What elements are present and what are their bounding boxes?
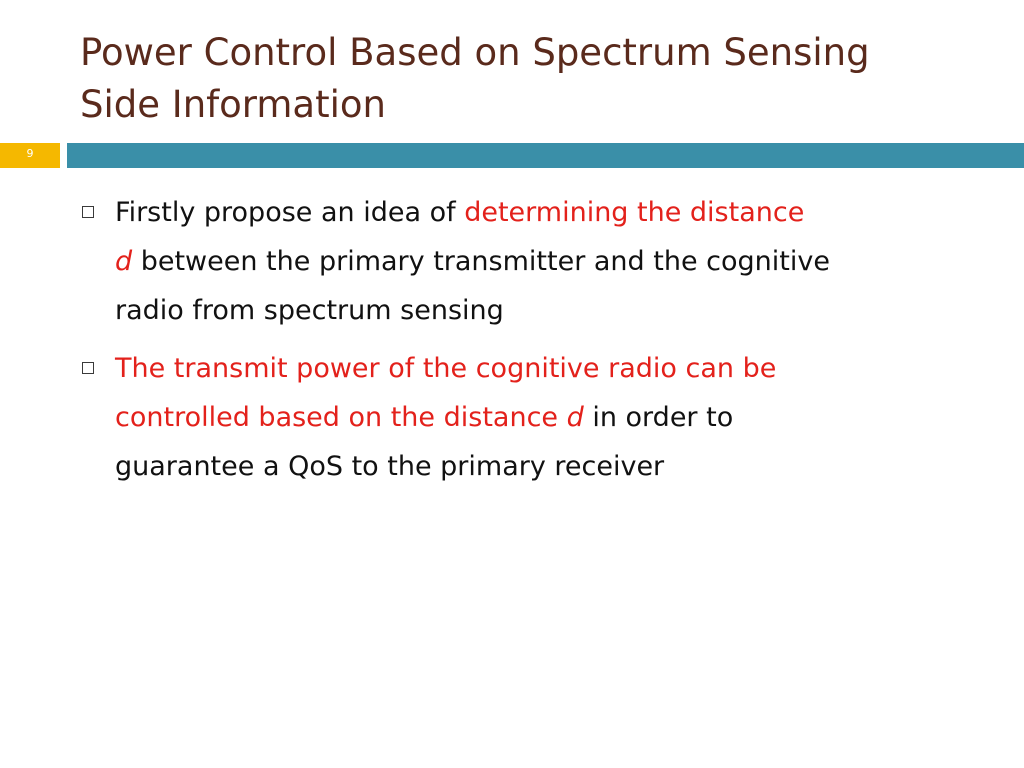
page-number-badge: 9: [0, 143, 60, 168]
bullet-1-highlight: determining the distance: [464, 197, 805, 228]
title-line-2: Side Information: [80, 83, 386, 126]
bullet-2-line-1: The transmit power of the cognitive radio can be: [115, 353, 777, 384]
bullet-1-variable-d: d: [115, 246, 133, 277]
bullet-2-text-cont: in order to: [583, 402, 734, 433]
bullet-1-text-cont: between the primary transmitter and the cognitive: [132, 246, 830, 277]
slide-title: [80, 27, 980, 131]
square-bullet-icon: [82, 206, 94, 218]
title-divider-bar: [67, 143, 1024, 168]
bullet-2-line-3: guarantee a QoS to the primary receiver: [115, 451, 665, 482]
bullet-1-line-1: [115, 188, 982, 237]
bullet-2-variable-d: d: [566, 402, 584, 433]
title-line-1: Power Control Based on Spectrum Sensing: [80, 31, 870, 74]
bullet-2-highlight: controlled based on the distance: [115, 402, 567, 433]
bullet-list: [82, 188, 982, 500]
bullet-2-line-2: [115, 393, 982, 442]
bullet-item-2: [82, 344, 982, 491]
bullet-item-1: [82, 188, 982, 335]
bullet-1-text: Firstly propose an idea of: [115, 197, 465, 228]
bullet-1-line-2: [115, 237, 982, 286]
bullet-1-line-3: radio from spectrum sensing: [115, 295, 504, 326]
square-bullet-icon: [82, 362, 94, 374]
